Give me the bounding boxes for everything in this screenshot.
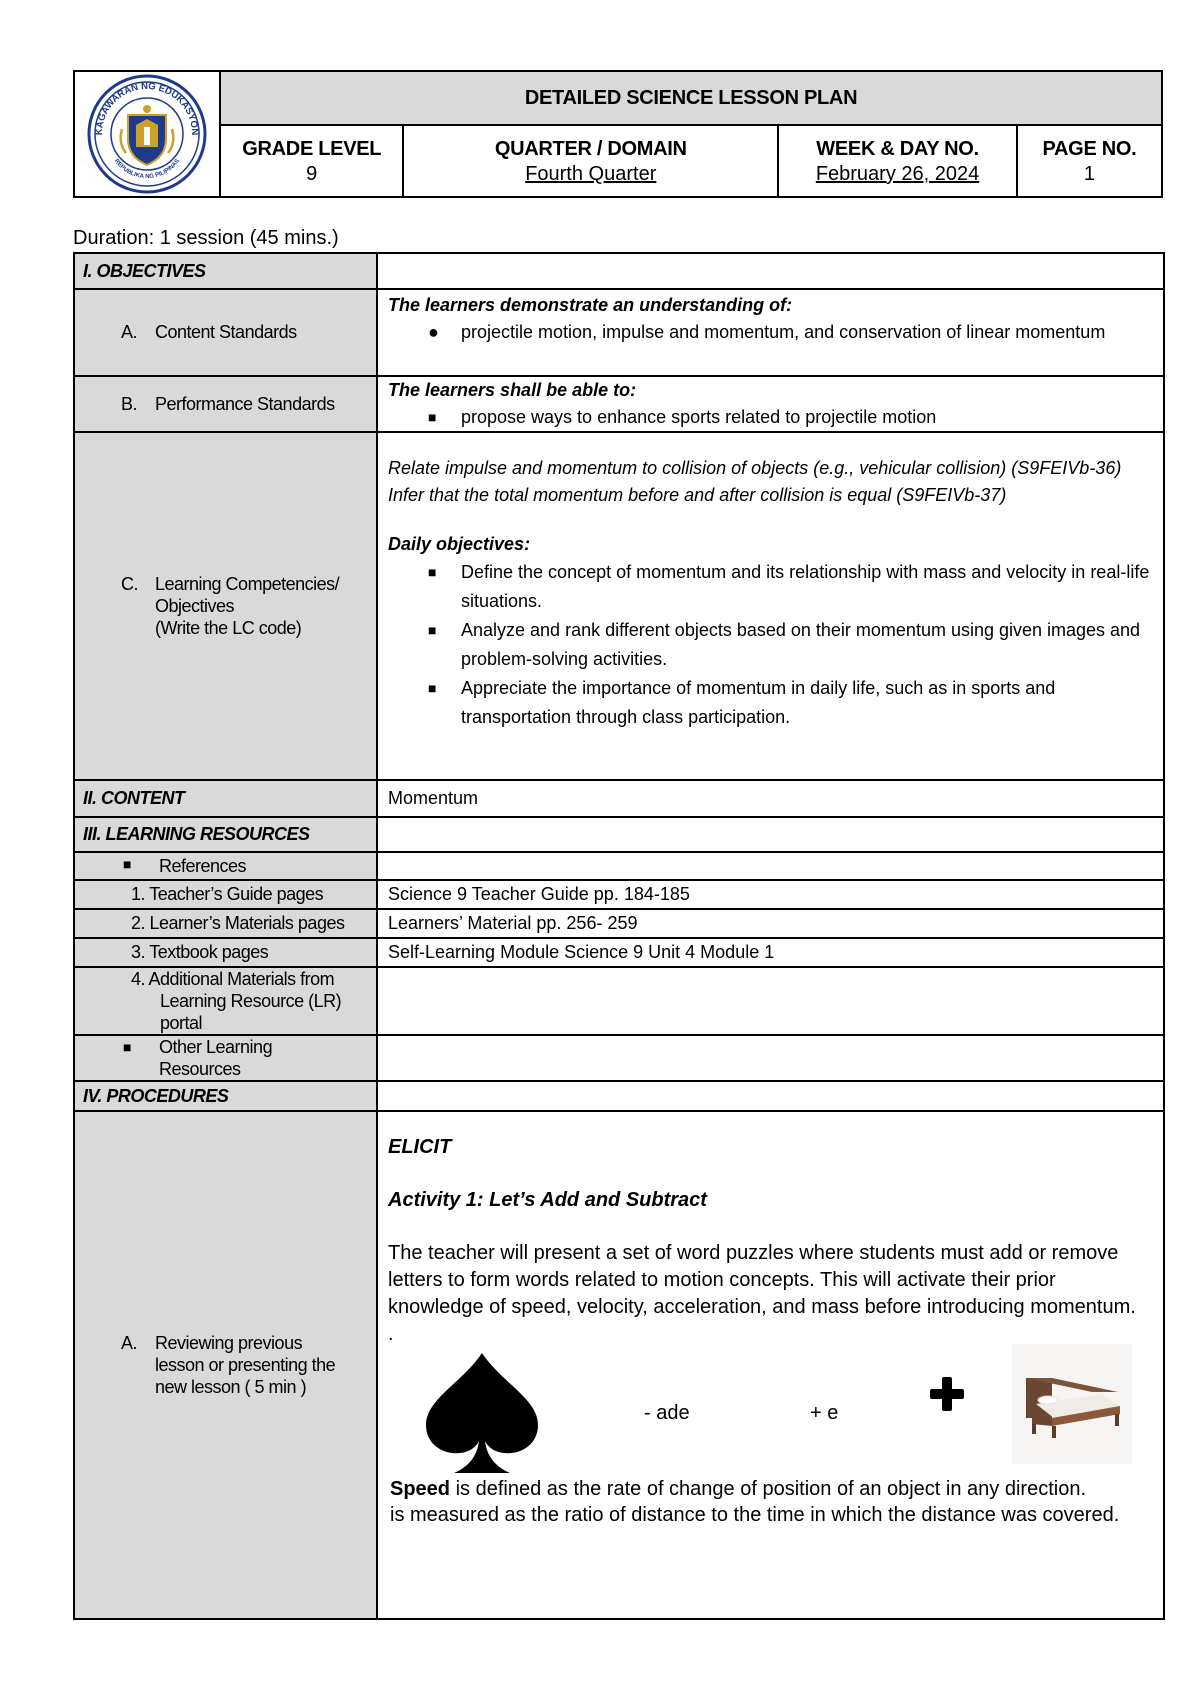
learners-materials-value: Learners’ Material pp. 256- 259 <box>377 909 1164 938</box>
performance-standards-lead: The learners shall be able to: <box>388 380 637 400</box>
list-item: ■ Analyze and rank different objects based on their momentum using given images and problem-solving activities. <box>428 620 1141 669</box>
learners-materials-label: 2. Learner’s Materials pages <box>74 909 377 938</box>
daily-objectives-heading: Daily objectives: <box>388 534 531 554</box>
page-no-label: PAGE NO. <box>1042 138 1137 160</box>
content-value: Momentum <box>377 780 1164 817</box>
additional-materials-row: 4. Additional Materials from Learning Resource (LR) portal <box>74 967 1164 1035</box>
teachers-guide-label: 1. Teacher’s Guide pages <box>74 880 377 909</box>
duration-text: Duration: 1 session (45 mins.) <box>73 227 339 249</box>
performance-standards-label: Performance Standards <box>155 393 335 414</box>
speed-definition: Speed is defined as the rate of change of position of an object in any direction. is measured as the ratio of distance to the time in which the distance was covered. <box>390 1478 1120 1526</box>
quarter-value: Fourth Quarter <box>525 163 657 185</box>
teachers-guide-value: Science 9 Teacher Guide pp. 184-185 <box>377 880 1164 909</box>
activity-dot: . <box>388 1323 394 1345</box>
content-standards-lead: The learners demonstrate an understanding of: <box>388 295 793 315</box>
list-item: ■ Define the concept of momentum and its relationship with mass and velocity in real-life situations. <box>428 562 1150 611</box>
grade-level-label: GRADE LEVEL <box>242 138 382 160</box>
activity-title: Activity 1: Let’s Add and Subtract <box>388 1189 707 1211</box>
lesson-plan-title: DETAILED SCIENCE LESSON PLAN <box>220 71 1162 125</box>
content-standards-letter: A. <box>121 322 138 342</box>
grade-level-cell <box>220 125 403 197</box>
speed-term: Speed <box>390 1478 451 1500</box>
references-label: References <box>159 855 247 876</box>
learners-materials-row <box>74 909 1164 938</box>
review-label: Reviewing previous <box>155 1333 303 1353</box>
page-no-value: 1 <box>1083 163 1096 185</box>
other-resources-label: Other Learning <box>159 1037 273 1057</box>
quarter-label: QUARTER / DOMAIN <box>494 138 687 160</box>
logo-cell <box>74 71 220 197</box>
elicit-heading: ELICIT <box>388 1136 452 1158</box>
objectives-heading: I. OBJECTIVES <box>74 253 377 289</box>
competency-lc1: Relate impulse and momentum to collision of objects (e.g., vehicular collision) (S9FEIVb-36) <box>388 458 1122 478</box>
performance-standards-row <box>74 376 1164 432</box>
header-table <box>73 70 1163 198</box>
textbook-value: Self-Learning Module Science 9 Unit 4 Module 1 <box>377 938 1164 967</box>
plus-icon <box>929 1376 965 1412</box>
teachers-guide-row <box>74 880 1164 909</box>
textbook-label: 3. Textbook pages <box>74 938 377 967</box>
list-item: ■ propose ways to enhance sports related to projectile motion <box>428 407 937 427</box>
content-heading: II. CONTENT <box>74 780 377 817</box>
spade-icon <box>422 1349 542 1477</box>
list-item: ● projectile motion, impulse and momentum, and conservation of linear momentum <box>428 322 1106 342</box>
content-standards-row <box>74 289 1164 376</box>
references-row: ■ References <box>74 852 1164 880</box>
minus-ade-text: - ade <box>644 1402 690 1424</box>
week-day-label: WEEK & DAY NO. <box>816 138 979 160</box>
deped-seal-icon <box>86 73 208 195</box>
objectives-row <box>74 253 1164 289</box>
content-row <box>74 780 1164 817</box>
content-standards-label: Content Standards <box>155 322 297 342</box>
competencies-row: C. Learning Competencies/ Objectives (Write the LC code) Relate impulse and momentum to collision of objects (e.g., vehicular collision) (S9FEIVb-36) Infer that the total momentum before and after collision is equal (S9FEIVb-37) Daily objectives: ■ Define the concept of momentum and its relationship with mass and velocity in real-life situations. ■ Analyze and rank different objects based on their momentum using given images and problem-solving activities. ■ Appreciate the importance of momentum in daily life, such as in sports and transportation through class participation. <box>74 432 1164 780</box>
activity-description: The teacher will present a set of word puzzles where students must add or remove letters to form words related to motion concepts. This will activate their prior knowledge of speed, velocity, acceleration, and mass before introducing momentum. <box>388 1242 1136 1318</box>
review-letter: A. <box>121 1333 138 1353</box>
competencies-label: Learning Competencies/ <box>155 574 340 594</box>
competencies-letter: C. <box>121 574 138 594</box>
textbook-row <box>74 938 1164 967</box>
page-no-cell <box>1017 125 1162 197</box>
procedures-heading: IV. PROCEDURES <box>74 1081 377 1111</box>
week-day-value: February 26, 2024 <box>815 163 980 185</box>
plus-e-text: + e <box>810 1402 839 1424</box>
resources-heading: III. LEARNING RESOURCES <box>74 817 377 852</box>
word-puzzle <box>378 1358 1163 1476</box>
grade-level-value: 9 <box>306 163 318 185</box>
other-resources-row: ■ Other Learning Resources <box>74 1035 1164 1081</box>
performance-standards-letter: B. <box>121 393 138 414</box>
lesson-plan-table <box>73 252 1165 1620</box>
bed-icon <box>1012 1344 1132 1464</box>
svg-text:REPUBLIKA NG PILIPINAS: REPUBLIKA NG PILIPINAS <box>112 158 182 181</box>
quarter-cell <box>403 125 778 197</box>
resources-row <box>74 817 1164 852</box>
svg-text:KAGAWARAN NG EDUKASYON: KAGAWARAN NG EDUKASYON <box>93 80 201 136</box>
procedures-row <box>74 1081 1164 1111</box>
review-row: A. Reviewing previous lesson or presenting the new lesson ( 5 min ) ELICIT Activity 1: Let’s Add and Subtract The teacher will present a set of word puzzles where students must add or remove letters to form words related to motion concepts. This will activate their prior knowledge of speed, velocity, acceleration, and mass before introducing momentum. . - ade + e Speed is defined as the rate of change of position of an object in any direction. is measured as the ratio of distance to the time in which the distance was covered. <box>74 1111 1164 1619</box>
additional-materials-label: 4. Additional Materials from <box>131 969 335 989</box>
list-item: ■ Appreciate the importance of momentum in daily life, such as in sports and transportation through class participation. <box>428 678 1056 727</box>
week-day-cell <box>778 125 1017 197</box>
competency-lc2: Infer that the total momentum before and after collision is equal (S9FEIVb-37) <box>388 485 1007 505</box>
